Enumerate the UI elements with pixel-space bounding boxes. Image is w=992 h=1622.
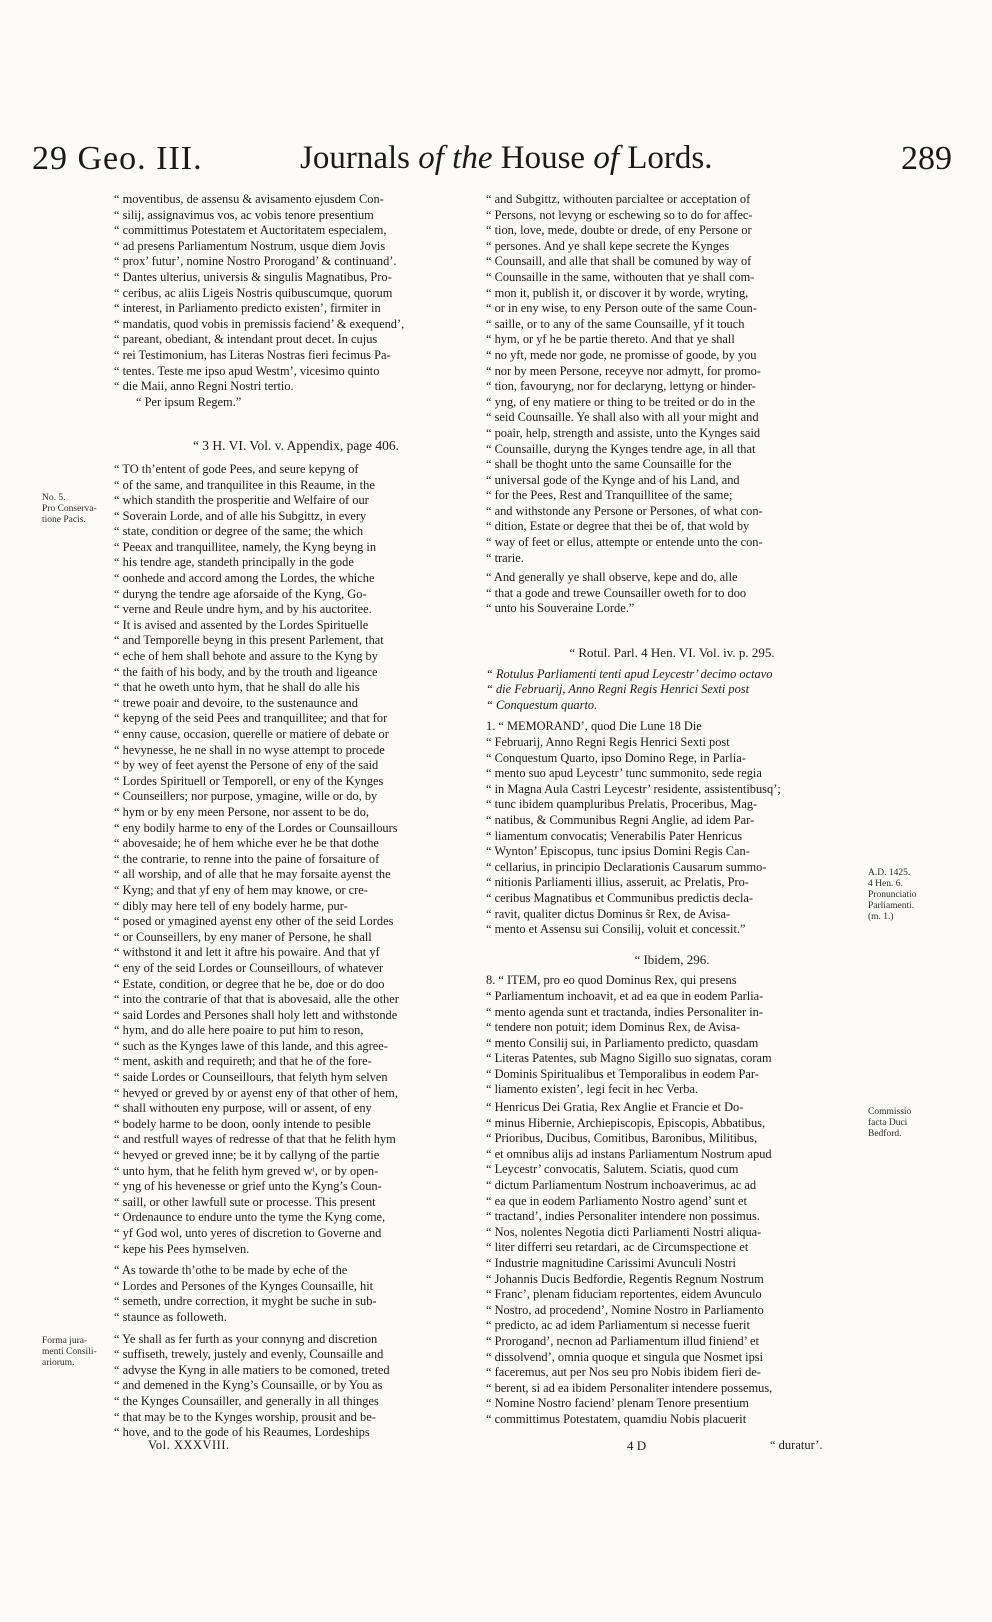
text-line: “ advyse the Kyng in alle matiers to be comoned, treted xyxy=(114,1362,390,1377)
text-line: “ bodely harme to be doon, oonly intende to pesible xyxy=(114,1116,371,1131)
text-line: “ for the Pees, Rest and Tranquillitee of the same; xyxy=(486,488,733,503)
text-line: “ nitionis Parliamenti illius, asseruit, ac Prelatis, Pro- xyxy=(486,875,749,890)
text-line: “ Estate, condition, or degree that he be, doe or do doo xyxy=(114,976,385,991)
section-heading: “ 3 H. VI. Vol. v. Appendix, page 406. xyxy=(192,438,400,454)
text-line: “ that may be to the Kynges worship, prousit and be- xyxy=(114,1409,376,1424)
text-line: “ saille, or to any of the same Counsaille, yf it touch xyxy=(486,316,745,331)
text-line: “ shall be thoght unto the same Counsaille for the xyxy=(486,457,732,472)
text-line: “ committimus Potestatem, quamdiu Nobis placuerit xyxy=(486,1411,747,1426)
margin-line: Parliamenti. xyxy=(868,901,915,911)
text-line: “ hym, or yf he be partie thereto. And that ye shall xyxy=(486,332,735,347)
text-line: 1. “ MEMORAND’, quod Die Lune 18 Die xyxy=(486,719,702,734)
text-line: “ kepyng of the seid Pees and tranquillitee; and that for xyxy=(114,711,388,726)
memorandum-text xyxy=(486,719,858,937)
text-line: “ ea que in eodem Parliamento Nostro agend’ sunt et xyxy=(486,1193,747,1208)
text-line: “ tunc ibidem quampluribus Prelatis, Proceribus, Mag- xyxy=(486,797,758,812)
text-line: “ staunce as followeth. xyxy=(114,1309,227,1324)
text-line: “ hevyed or greved inne; be it by callyng of the partie xyxy=(114,1148,380,1163)
text-line: “ dibly may here tell of eny bodely harme, pur- xyxy=(114,898,348,913)
text-line: “ hevyed or greved by or ayenst eny of that other of hem, xyxy=(114,1085,398,1100)
oath-continuation-text xyxy=(486,192,858,566)
ordinance-text xyxy=(114,462,478,1257)
volume-number: Vol. XXXVIII. xyxy=(148,1438,230,1452)
text-line: “ dissolvend’, omnia quoque et singula que Nosmet ipsi xyxy=(486,1349,764,1364)
text-line: “ shall withouten eny purpose, will or assent, of eny xyxy=(114,1101,372,1116)
section-heading: “ Ibidem, 296. xyxy=(634,951,710,967)
margin-line: A.D. 1425. xyxy=(868,868,911,878)
margin-note-pronunciatio xyxy=(868,868,952,923)
text-line: “ into the contrarie of that that is abovesaid, alle the other xyxy=(114,992,399,1007)
rotulus-title xyxy=(486,667,858,714)
text-line: “ predicto, ac ad idem Parliamentum si necesse fuerit xyxy=(486,1318,750,1333)
text-line: “ hove, and to the gode of his Reaumes, Lordeships xyxy=(114,1425,370,1440)
text-line: “ eny of the seid Lordes or Counseillours, of whatever xyxy=(114,960,384,975)
text-line: “ cellarius, in principio Declarationis Causarum summo- xyxy=(486,859,767,874)
text-line: “ tentes. Teste me ipso apud Westm’, vicesimo quinto xyxy=(114,363,380,378)
text-line: “ Peeax and tranquillitee, namely, the Kyng beyng in xyxy=(114,539,377,554)
left-column xyxy=(114,192,478,1441)
text-line: “ Counsaill, and alle that shall be comuned by way of xyxy=(486,254,752,269)
text-line: “ liamento existen’, legi fecit in hec Verba. xyxy=(486,1082,699,1097)
text-line: “ ad presens Parliamentum Nostrum, usque diem Jovis xyxy=(114,238,386,253)
text-line: “ tractand’, indies Personaliter intendere non possimus. xyxy=(486,1209,760,1224)
text-line: “ dictum Parliamentum Nostrum inchoaverimus, ac ad xyxy=(486,1178,757,1193)
text-line: “ verne and Reule undre hym, and by his auctoritee. xyxy=(114,602,372,617)
text-line: “ and demened in the Kyng’s Counsaille, or by You as xyxy=(114,1378,383,1393)
text-line: “ oonhede and accord among the Lordes, the whiche xyxy=(114,571,375,586)
text-line: “ the contrarie, to renne into the paine of forsaiture of xyxy=(114,851,380,866)
text-line: “ Dominis Spiritualibus et Temporalibus in eodem Par- xyxy=(486,1066,759,1081)
text-line: “ the Kynges Counsailler, and generally in all thinges xyxy=(114,1393,379,1408)
text-line: “ faceremus, aut per Nos seu pro Nobis ibidem fieri de- xyxy=(486,1365,761,1380)
text-line: “ in Magna Aula Castri Leycestr’ residente, assistentibusq’; xyxy=(486,781,781,796)
text-line: “ abovesaide; he of hem whiche ever he be that dothe xyxy=(114,836,379,851)
text-line: “ that he oweth unto hym, that he shall do alle his xyxy=(114,680,360,695)
text-line: “ said Lordes and Persones shall holy lett and withstonde xyxy=(114,1007,398,1022)
text-line: “ Franc’, plenam fiduciam reportentes, eidem Avunculo xyxy=(486,1287,762,1302)
text-line: “ Soverain Lorde, and of alle his Subgittz, in every xyxy=(114,508,367,523)
text-line: “ Nomine Nostro faciend’ plenam Tenore presentium xyxy=(486,1396,749,1411)
text-line: “ no yft, mede nor gode, ne promisse of goode, by you xyxy=(486,347,757,362)
text-line: “ Counsaille in the same, withouten that ye shall com- xyxy=(486,269,755,284)
title-word-journals: Journals xyxy=(300,140,410,176)
margin-line: Pronunciatio xyxy=(868,890,917,900)
text-line: “ ceribus Magnatibus et Communibus predictis decla- xyxy=(486,890,754,905)
text-line: “ Ye shall as fer furth as your connyng and discretion xyxy=(114,1331,378,1346)
text-line: “ hym or by eny meen Persone, nor assent to be do, xyxy=(114,804,369,819)
text-line: “ tendere non potuit; idem Dominus Rex, de Avisa- xyxy=(486,1020,741,1035)
text-line: “ Wynton’ Episcopus, tunc ipsius Domini Regis Can- xyxy=(486,844,750,859)
margin-line: menti Consili- xyxy=(42,1347,97,1357)
text-line: “ dition, Estate or degree that thei be of, that wold by xyxy=(486,519,750,534)
text-line: “ withstond it and lett it aftre his powaire. And that yf xyxy=(114,945,380,960)
text-line: “ et omnibus alijs ad instans Parliamentum Nostrum apud xyxy=(486,1146,772,1161)
regnal-year: 29 Geo. III. xyxy=(32,140,203,177)
section-heading: “ Rotul. Parl. 4 Hen. VI. Vol. iv. p. 295. xyxy=(569,645,775,661)
text-line: “ natibus, & Communibus Regni Anglie, ad idem Par- xyxy=(486,812,755,827)
text-line: “ saide Lordes or Counseillours, that felyth hym selven xyxy=(114,1070,388,1085)
text-line: “ of the same, and tranquilitee in this Reaume, in the xyxy=(114,477,375,492)
text-line: “ eny bodily harme to eny of the Lordes or Counsaillours xyxy=(114,820,398,835)
page-number: 289 xyxy=(901,140,952,177)
margin-note-pro-conservatione xyxy=(42,493,106,526)
margin-line: (m. 1.) xyxy=(868,912,894,922)
text-line: “ Prorogand’, necnon ad Parliamentum illud finiend’ et xyxy=(486,1333,759,1348)
text-line: “ committimus Potestatem et Auctoritatem especialem, xyxy=(114,223,387,238)
signature-mark: 4 D xyxy=(627,1438,647,1453)
text-line: “ and withstonde any Persone or Persones, of what con- xyxy=(486,503,763,518)
text-line: “ yng of his hevenesse or grief unto the Kyng’s Coun- xyxy=(114,1179,382,1194)
text-line: “ Henricus Dei Gratia, Rex Anglie et Francie et Do- xyxy=(486,1100,744,1115)
margin-line: 4 Hen. 6. xyxy=(868,879,903,889)
text-line: “ Counseillers; nor purpose, ymagine, wille or do, by xyxy=(114,789,378,804)
text-line: “ persones. And ye shall kepe secrete the Kynges xyxy=(486,238,730,253)
text-line: “ silij, assignavimus vos, ac vobis tenore presentium xyxy=(114,207,374,222)
text-line: “ and Temporelle beyng in this present Parlement, that xyxy=(114,633,384,648)
text-line: “ liamentum convocatis; Venerabilis Pater Henricus xyxy=(486,828,743,843)
text-line: “ tion, favouryng, nor for declaryng, lettyng or hinder- xyxy=(486,379,756,394)
margin-line: Commissio xyxy=(868,1107,912,1117)
text-line: “ pareant, obediant, & intendant prout decet. In cujus xyxy=(114,332,378,347)
text-line: “ Parliamentum inchoavit, et ad ea que in eodem Parlia- xyxy=(486,988,764,1003)
text-line: “ state, condition or degree of the same; the which xyxy=(114,524,364,539)
margin-note-forma-juramenti xyxy=(42,1336,106,1369)
text-line: “ It is avised and assented by the Lordes Spirituelle xyxy=(114,617,369,632)
text-line: “ tion, love, mede, doubte or drede, of eny Persone or xyxy=(486,223,752,238)
left-opening-text xyxy=(114,192,478,395)
text-line: “ yf God wol, unto yeres of discretion to Governe and xyxy=(114,1226,382,1240)
text-line: “ prox’ futur’, nomine Nostro Prorogand’ & continuand’. xyxy=(114,254,397,269)
text-line: “ hevynesse, he ne shall in no wyse attempt to procede xyxy=(114,742,385,757)
margin-line: No. 5. xyxy=(42,493,66,503)
item-text xyxy=(486,973,858,1098)
text-line: “ seid Counsaille. Ye shall also with all your might and xyxy=(486,410,759,425)
text-line: “ TO th’entent of gode Pees, and seure kepyng of xyxy=(114,461,359,476)
text-line: “ liter differri seu retardari, ac de Circumspectione et xyxy=(486,1240,749,1255)
text-line: “ Februarij, Anno Regni Regis Henrici Sexti post xyxy=(486,735,730,749)
text-line: “ unto hym, that he felith hym greved wᵗ, or by open- xyxy=(114,1163,379,1178)
text-line: “ which standith the prosperitie and Welfaire of our xyxy=(114,493,369,508)
text-line: “ by wey of feet ayenst the Persone of eny of the said xyxy=(114,758,379,773)
right-column xyxy=(486,192,858,1428)
text-line: “ suffiseth, trewely, justely and evenly, Counsaille and xyxy=(114,1347,384,1362)
text-line: “ duryng the tendre age aforsaide of the Kyng, Go- xyxy=(114,586,367,601)
text-line: “ ceribus, ac aliis Ligeis Nostris quibuscumque, quorum xyxy=(114,285,393,300)
text-line: “ and restfull wayes of redresse of that that he felith hym xyxy=(114,1132,396,1147)
margin-line: Bedford. xyxy=(868,1129,902,1139)
text-line: “ posed or ymagined ayenst eny other of the seid Lordes xyxy=(114,914,394,929)
signature-line: “ Per ipsum Regem.” xyxy=(136,394,242,409)
text-line: “ his tendre age, standeth principally in the gode xyxy=(114,555,354,570)
text-line: “ minus Hibernie, Archiepiscopis, Episcopis, Abbatibus, xyxy=(486,1115,766,1130)
text-line: “ eche of hem shall behote and assure to the Kyng by xyxy=(114,649,378,664)
page-header xyxy=(32,138,952,188)
text-line: “ such as the Kynges lawe of this lande, and this agree- xyxy=(114,1038,388,1053)
text-line: “ Dantes ulterius, universis & singulis Magnatibus, Pro- xyxy=(114,269,392,284)
text-line: “ semeth, undre correction, it myght be suche in sub- xyxy=(114,1294,377,1309)
text-line: “ kepe his Pees hymselven. xyxy=(114,1241,250,1256)
text-line: “ Lordes Spirituell or Temporell, or eny of the Kynges xyxy=(114,773,384,788)
oath-intro-text xyxy=(114,1263,478,1325)
journal-title xyxy=(300,140,712,177)
text-line: “ berent, si ad ea ibidem Personaliter intendere possemus, xyxy=(486,1380,773,1395)
title-word-lords: Lords. xyxy=(627,140,713,176)
text-line: “ Ordenaunce to endure unto the tyme the Kyng come, xyxy=(114,1210,386,1225)
text-line: “ yng, of eny matiere or thing to be treited or do in the xyxy=(486,394,756,409)
text-line: “ Persons, not levyng or eschewing so to do for affec- xyxy=(486,207,753,222)
text-line: “ mento agenda sunt et tractanda, indies Personaliter in- xyxy=(486,1004,763,1019)
margin-line: Pro Conserva- xyxy=(42,504,97,514)
text-line: “ Conquestum quarto. xyxy=(486,697,598,712)
text-line: “ poair, help, strength and assiste, unto the Kynges said xyxy=(486,425,761,440)
title-word-of-the: of the xyxy=(418,140,493,176)
text-line: “ trewe poair and devoire, to the sustenaunce and xyxy=(114,695,358,710)
text-line: “ all worship, and of alle that he may forsaite ayenst the xyxy=(114,867,391,882)
text-line: “ Prioribus, Ducibus, Comitibus, Baronibus, Militibus, xyxy=(486,1131,758,1146)
text-line: “ universal gode of the Kynge and of his Land, and xyxy=(486,472,740,487)
oath-text xyxy=(114,1332,478,1441)
text-line: “ Johannis Ducis Bedfordie, Regentis Regnum Nostrum xyxy=(486,1271,764,1286)
text-line: “ Counsaille, duryng the Kynges tendre age, in all that xyxy=(486,441,756,456)
text-line: “ mon it, publish it, or discover it by worde, wryting, xyxy=(486,285,749,300)
text-line: “ Nostro, ad procedend’, Nomine Nostro in Parliamento xyxy=(486,1302,764,1317)
text-line: “ enny cause, occasion, querelle or matiere of debate or xyxy=(114,727,389,741)
text-line: “ Nos, nolentes Negotia dicti Parliamenti Nostri aliqua- xyxy=(486,1224,762,1239)
text-line: “ the faith of his body, and by the trouth and ligeance xyxy=(114,664,378,679)
text-line: “ die Maii, anno Regni Nostri tertio. xyxy=(114,379,294,394)
margin-line: Forma jura- xyxy=(42,1336,88,1346)
text-line: “ Rotulus Parliamenti tenti apud Leycestr’ decimo octavo xyxy=(486,666,773,681)
text-line: “ As towarde th’othe to be made by eche of the xyxy=(114,1263,348,1278)
text-line: “ Leycestr’ convocatis, Salutem. Sciatis, quod cum xyxy=(486,1162,739,1177)
text-line: “ saill, or other lawfull sute or processe. This present xyxy=(114,1194,376,1209)
text-line: “ mandatis, quod vobis in premissis faciend’ & exequend’, xyxy=(114,316,405,331)
text-line: “ mento Consilij sui, in Parliamento predicto, quasdam xyxy=(486,1035,759,1050)
catchword: “ duratur’. xyxy=(770,1438,823,1452)
text-line: “ die Februarij, Anno Regni Regis Henrici Sexti post xyxy=(486,682,750,697)
text-line: “ Lordes and Persones of the Kynges Counsaille, hit xyxy=(114,1278,374,1293)
text-line: “ moventibus, de assensu & avisamento ejusdem Con- xyxy=(114,192,384,206)
text-line: “ hym, and do alle here poaire to put him to reson, xyxy=(114,1023,364,1038)
margin-note-commissio xyxy=(868,1107,952,1140)
text-line: “ ment, askith and requireth; and that he of the fore- xyxy=(114,1054,372,1069)
text-line: “ Literas Patentes, sub Magno Sigillo suo signatas, coram xyxy=(486,1051,772,1066)
text-line: “ or Counseillers, by eny maner of Persone, he shall xyxy=(114,929,372,944)
text-line: “ And generally ye shall observe, kepe and do, alle xyxy=(486,570,738,585)
text-line: “ and Subgittz, withouten parcialtee or acceptation of xyxy=(486,192,751,206)
margin-line: ariorum. xyxy=(42,1358,75,1368)
text-line: 8. “ ITEM, pro eo quod Dominus Rex, qui presens xyxy=(486,973,737,988)
margin-line: tione Pacis. xyxy=(42,515,86,525)
text-line: “ way of feet or ellus, attempte or entende unto the con- xyxy=(486,535,763,550)
text-line: “ Conquestum Quarto, ipso Domino Rege, in Parlia- xyxy=(486,750,746,765)
title-word-of: of xyxy=(593,140,619,176)
text-line: “ nor by meen Persone, receyve nor admytt, for promo- xyxy=(486,363,761,378)
text-line: “ Industrie magnitudine Carissimi Avunculi Nostri xyxy=(486,1256,736,1270)
title-word-house: House xyxy=(500,140,586,176)
letters-patent-text xyxy=(486,1100,858,1427)
text-line: “ that a gode and trewe Counsailler oweth for to doo xyxy=(486,585,747,600)
text-line: “ mento et Assensu sui Consilij, voluit et concessit.” xyxy=(486,922,746,937)
text-line: “ ravit, qualiter dictus Dominus s̃r Rex, de Avisa- xyxy=(486,906,731,921)
text-line: “ interest, in Parliamento predicto existen’, firmiter in xyxy=(114,301,381,316)
text-line: “ rei Testimonium, has Literas Nostras fieri fecimus Pa- xyxy=(114,347,391,362)
text-line: “ trarie. xyxy=(486,550,524,565)
text-line: “ Kyng; and that yf eny of hem may knowe, or cre- xyxy=(114,882,368,897)
text-line: “ mento suo apud Leycestr’ tunc summonito, sede regia xyxy=(486,766,762,781)
oath-closing-text xyxy=(486,570,858,617)
text-line: “ unto his Souveraine Lorde.” xyxy=(486,601,635,616)
margin-line: facta Duci xyxy=(868,1118,908,1128)
text-line: “ or in eny wise, to eny Person oute of the same Coun- xyxy=(486,301,757,316)
